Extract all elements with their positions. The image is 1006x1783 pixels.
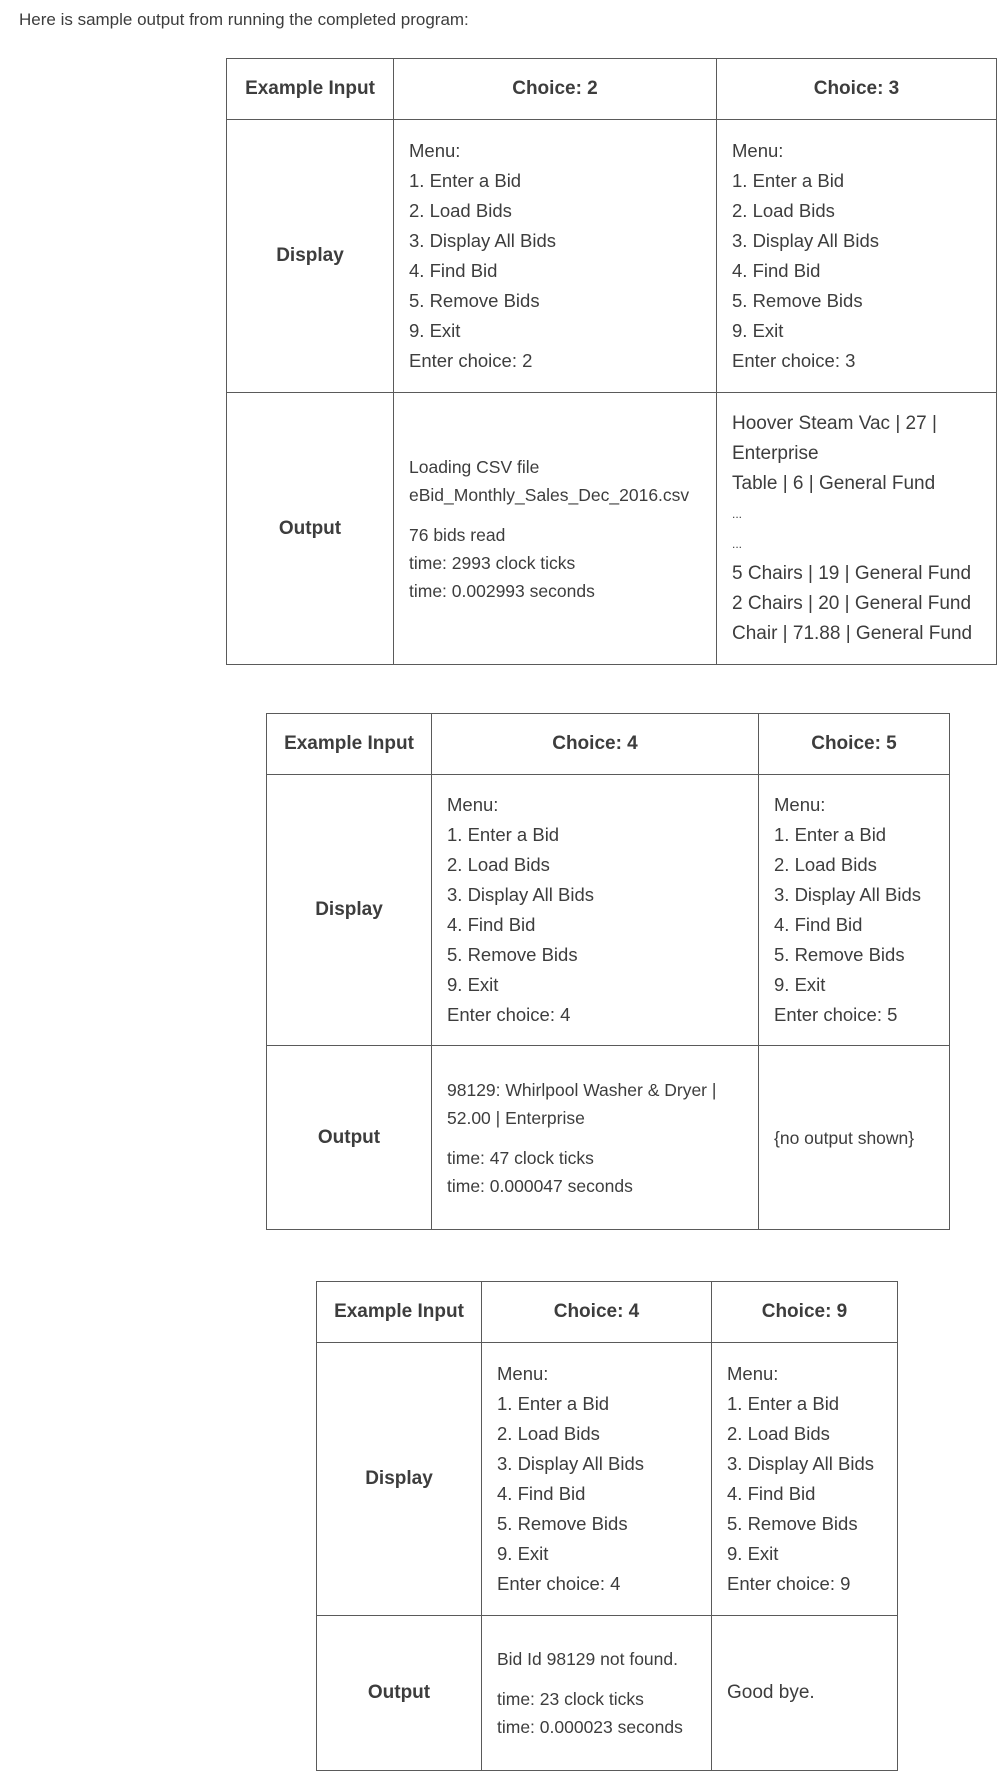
menu-line: 1. Enter a Bid — [732, 170, 845, 191]
choice-header: Choice: 5 — [759, 714, 950, 775]
example-input-header: Example Input — [317, 1282, 482, 1343]
choice-header: Choice: 3 — [717, 59, 997, 120]
menu-line: 4. Find Bid — [727, 1483, 816, 1504]
menu-line: 3. Display All Bids — [774, 884, 922, 905]
output-cell — [712, 1616, 898, 1771]
display-cell — [432, 775, 759, 1046]
menu-line: Menu: — [447, 794, 499, 815]
menu-line: 2. Load Bids — [497, 1423, 600, 1444]
menu-line: 4. Find Bid — [409, 260, 498, 281]
menu-line: Menu: — [409, 140, 461, 161]
output-line: time: 0.000047 seconds — [447, 1175, 633, 1196]
menu-line: 1. Enter a Bid — [774, 824, 887, 845]
output-line: Loading CSV file — [409, 456, 540, 477]
menu-line: 2. Load Bids — [732, 200, 835, 221]
output-cell — [482, 1616, 712, 1771]
menu-line: 5. Remove Bids — [409, 290, 540, 311]
menu-line: Menu: — [774, 794, 826, 815]
menu-line: 3. Display All Bids — [732, 230, 880, 251]
output-line: 5 Chairs | 19 | General Fund — [732, 562, 972, 584]
output-row — [267, 1046, 950, 1230]
menu-line: 2. Load Bids — [447, 854, 550, 875]
display-row-header: Display — [227, 120, 394, 393]
menu-line: 5. Remove Bids — [732, 290, 863, 311]
output-line: time: 47 clock ticks — [447, 1147, 594, 1168]
menu-line: 4. Find Bid — [497, 1483, 586, 1504]
output-row-header: Output — [317, 1616, 482, 1771]
enter-choice-line: Enter choice: 2 — [409, 350, 533, 371]
output-line: 2 Chairs | 20 | General Fund — [732, 592, 972, 614]
enter-choice-line: Enter choice: 4 — [447, 1004, 571, 1025]
output-line: 98129: Whirlpool Washer & Dryer | — [447, 1079, 717, 1100]
menu-line: 9. Exit — [727, 1543, 779, 1564]
menu-line: 9. Exit — [774, 974, 826, 995]
output-line: ... — [732, 536, 743, 551]
menu-line: 3. Display All Bids — [447, 884, 595, 905]
enter-choice-line: Enter choice: 3 — [732, 350, 856, 371]
display-cell — [482, 1343, 712, 1616]
menu-line: 9. Exit — [409, 320, 461, 341]
display-cell — [759, 775, 950, 1046]
output-line: Table | 6 | General Fund — [732, 472, 936, 494]
display-row — [267, 775, 950, 1046]
menu-line: 9. Exit — [447, 974, 499, 995]
menu-line: Menu: — [497, 1363, 549, 1384]
intro-text: Here is sample output from running the completed program: — [19, 10, 469, 29]
display-cell — [712, 1343, 898, 1616]
display-row — [227, 120, 997, 393]
menu-line: Menu: — [727, 1363, 779, 1384]
menu-line: 1. Enter a Bid — [447, 824, 560, 845]
choice-header: Choice: 4 — [432, 714, 759, 775]
menu-line: 1. Enter a Bid — [497, 1393, 610, 1414]
menu-line: 4. Find Bid — [447, 914, 536, 935]
display-cell — [717, 120, 997, 393]
menu-line: 2. Load Bids — [774, 854, 877, 875]
menu-line: 3. Display All Bids — [409, 230, 557, 251]
enter-choice-line: Enter choice: 4 — [497, 1573, 621, 1594]
output-line: Chair | 71.88 | General Fund — [732, 622, 973, 644]
output-cell — [432, 1046, 759, 1230]
example-table-3 — [316, 1281, 898, 1771]
output-line: {no output shown} — [774, 1127, 915, 1148]
output-row-header: Output — [227, 393, 394, 665]
output-line: 76 bids read — [409, 524, 506, 545]
output-row-header: Output — [267, 1046, 432, 1230]
choice-header: Choice: 9 — [712, 1282, 898, 1343]
menu-line: 9. Exit — [497, 1543, 549, 1564]
header-row — [317, 1282, 898, 1343]
enter-choice-line: Enter choice: 9 — [727, 1573, 851, 1594]
output-cell — [759, 1046, 950, 1230]
menu-line: 4. Find Bid — [774, 914, 863, 935]
menu-line: Menu: — [732, 140, 784, 161]
output-cell — [394, 393, 717, 665]
choice-header: Choice: 4 — [482, 1282, 712, 1343]
example-input-header: Example Input — [227, 59, 394, 120]
menu-line: 3. Display All Bids — [497, 1453, 645, 1474]
menu-line: 9. Exit — [732, 320, 784, 341]
output-line: Bid Id 98129 not found. — [497, 1649, 678, 1669]
output-line: Enterprise — [732, 442, 819, 464]
display-row-header: Display — [317, 1343, 482, 1616]
output-cell — [717, 393, 997, 665]
output-row — [317, 1616, 898, 1771]
example-table-2 — [266, 713, 950, 1230]
menu-line: 5. Remove Bids — [497, 1513, 628, 1534]
output-line: time: 2993 clock ticks — [409, 552, 576, 573]
menu-line: 5. Remove Bids — [727, 1513, 858, 1534]
header-row — [227, 59, 997, 120]
output-line: eBid_Monthly_Sales_Dec_2016.csv — [409, 484, 690, 505]
example-table-1 — [226, 58, 997, 665]
output-line: time: 0.000023 seconds — [497, 1717, 683, 1737]
menu-line: 3. Display All Bids — [727, 1453, 875, 1474]
display-row — [317, 1343, 898, 1616]
output-line: Good bye. — [727, 1682, 815, 1703]
menu-line: 2. Load Bids — [409, 200, 512, 221]
output-row — [227, 393, 997, 665]
menu-line: 4. Find Bid — [732, 260, 821, 281]
choice-header: Choice: 2 — [394, 59, 717, 120]
output-line: time: 0.002993 seconds — [409, 580, 595, 601]
output-line: time: 23 clock ticks — [497, 1689, 644, 1709]
output-line: Hoover Steam Vac | 27 | — [732, 412, 937, 434]
menu-line: 1. Enter a Bid — [409, 170, 522, 191]
menu-line: 2. Load Bids — [727, 1423, 830, 1444]
enter-choice-line: Enter choice: 5 — [774, 1004, 898, 1025]
menu-line: 5. Remove Bids — [774, 944, 905, 965]
display-row-header: Display — [267, 775, 432, 1046]
output-line: ... — [732, 506, 743, 521]
menu-line: 5. Remove Bids — [447, 944, 578, 965]
example-input-header: Example Input — [267, 714, 432, 775]
display-cell — [394, 120, 717, 393]
output-line: 52.00 | Enterprise — [447, 1107, 585, 1128]
header-row — [267, 714, 950, 775]
menu-line: 1. Enter a Bid — [727, 1393, 840, 1414]
